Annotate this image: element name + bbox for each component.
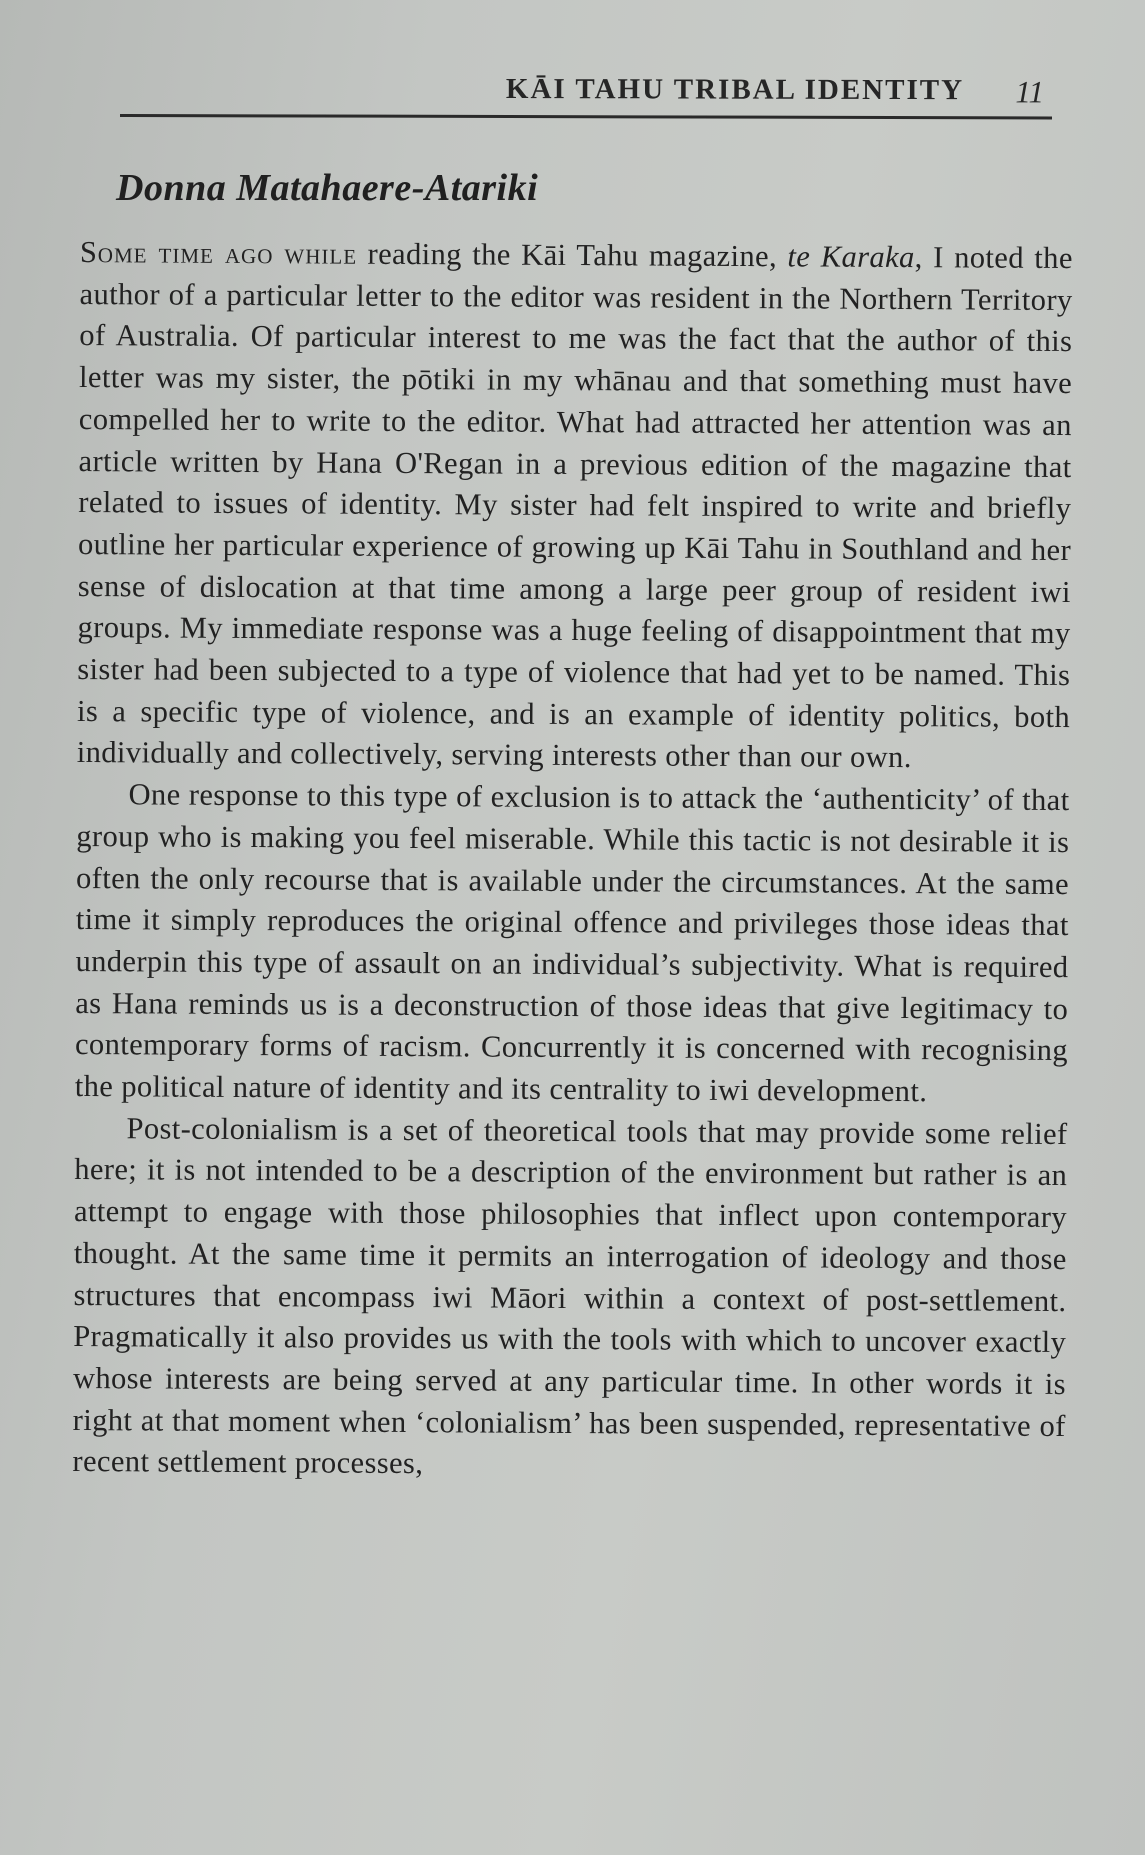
magazine-title: te Karaka xyxy=(787,239,915,275)
page-number: 11 xyxy=(1015,74,1045,110)
paragraph-1 xyxy=(77,232,1073,780)
paragraph-1-intro: reading the Kāi Tahu magazine, xyxy=(357,236,788,274)
author-heading: Donna Matahaere-Atariki xyxy=(116,167,539,209)
paragraph-2: One response to this type of exclusion is to attack the ‘authenticity’ of that group who is making you feel miserable. While this tactic is not desirable it is often the only recourse that is available under the circumstances. At the same time it simply reproduces the original offence and privileges those ideas that underpin this type of assault on an individual’s subjectivity. What is required as Hana reminds us is a deconstruction of those ideas that give legitimacy to contemporary forms of racism. Concurrently it is concerned with recognising the political nature of identity and its centrality to iwi development. xyxy=(74,777,1070,1109)
paragraph-1-rest: , I noted the author of a particular letter to the editor was resident in the Northern Territory of Australia. Of particular interest to me was the fact that the author of this letter was my sister, the pōtiki in my whānau and that something must have compelled her to write to the editor. What had attracted her attention was an article written by Hana O'Regan in a previous edition of the magazine that related to issues of identity. My sister had felt inspired to write and briefly outline her particular experience of growing up Kāi Tahu in Southland and her sense of dislocation at that time among a large peer group of resident iwi groups. My immediate response was a huge feeling of disappointment that my sister had been subjected to a type of violence that had yet to be named. This is a specific type of violence, and is an example of identity politics, both individually and collectively, serving interests other than our own. xyxy=(76,240,1073,775)
running-head: KĀI TAHU TRIBAL IDENTITY xyxy=(505,73,965,107)
page-header xyxy=(120,62,1052,119)
paragraph-3: Post-colonialism is a set of theoretical tools that may provide some relief here; it is not intended to be a description of the environment but rather is an attempt to engage with those philosophies that inflect upon contemporary thought. At the same time it permits an interrogation of ideology and those structures that encompass iwi Māori within a context of post-settlement. Pragmatically it also provides us with the tools with which to uncover exactly whose interests are being served at any particular time. In other words it is right at that moment when ‘colonialism’ has been suspended, representative of recent settlement processes, xyxy=(72,1111,1068,1481)
opening-smallcaps: Some time ago while xyxy=(79,234,358,271)
body-text xyxy=(72,232,1073,1489)
